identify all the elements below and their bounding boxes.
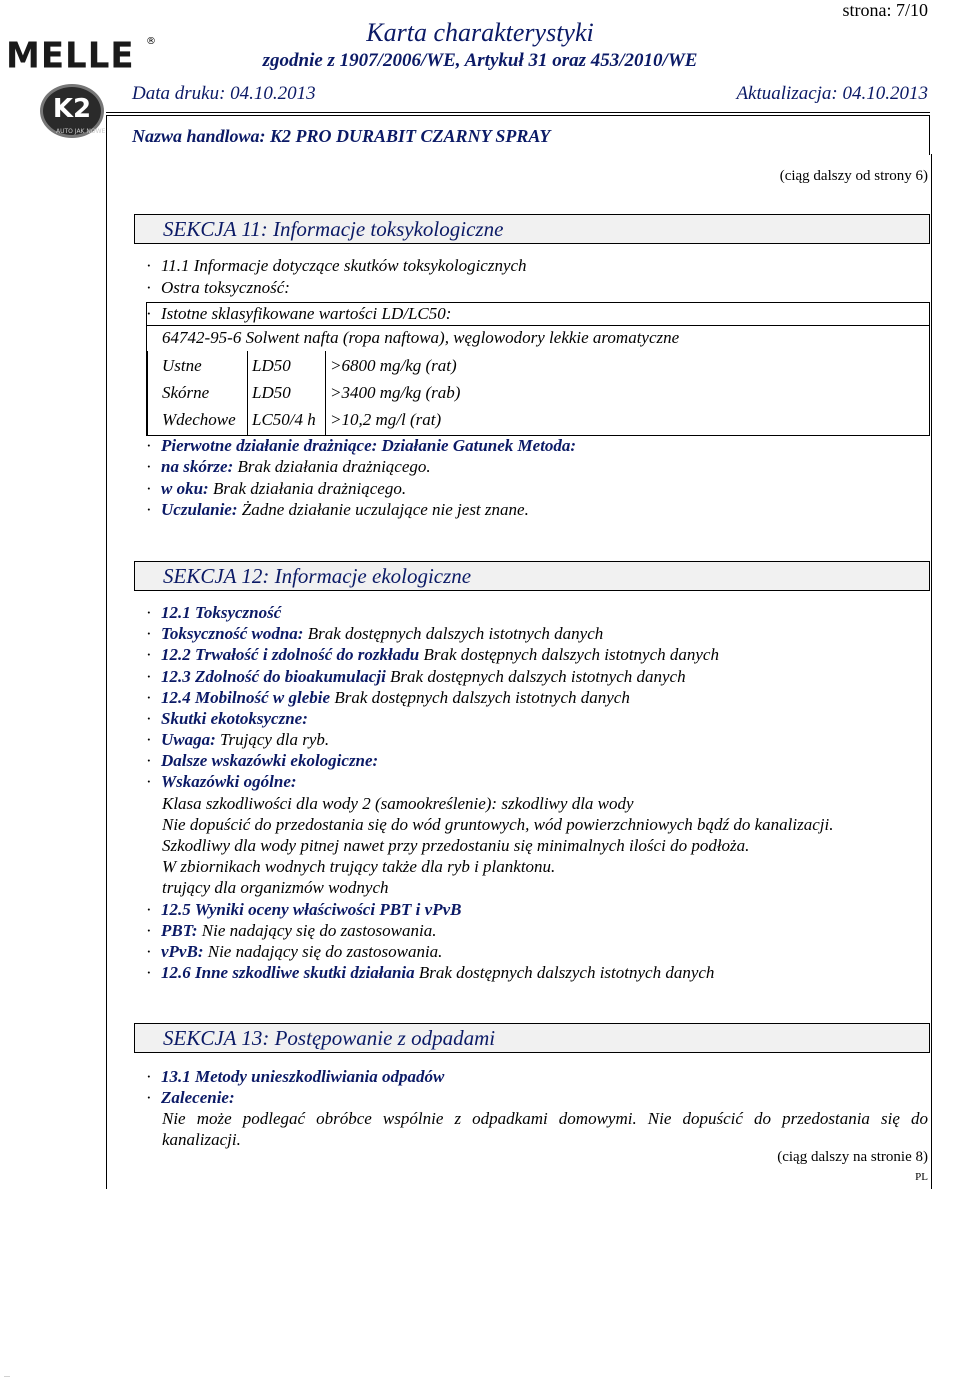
s12-guidance-2: Nie dopuścić do przedostania się do wód gruntowych, wód powierzchniowych bądź do kanalizacji.: [162, 815, 834, 834]
section-12-title: SEKCJA 12: Informacje ekologiczne: [163, 564, 472, 588]
s12-pbt: · PBT: Nie nadający się do zastosowania.: [146, 921, 437, 940]
ld50-divider: [147, 325, 929, 326]
section-11-header: [134, 214, 930, 244]
s12-line-11: · 12.6 Inne szkodliwe skutki działania Brak dostępnych dalszych istotnych danych: [146, 963, 715, 982]
s12-line-4: · 12.3 Zdolność do bioakumulacji Brak dostępnych dalszych istotnych danych: [146, 667, 686, 686]
s11-line-2: · Ostra toksyczność:: [146, 278, 290, 297]
s11-sensitization: · Uczulanie: Żadne działanie uczulające nie jest znane.: [146, 500, 529, 519]
s12-line-5: · 12.4 Mobilność w glebie Brak dostępnych dalszych istotnych danych: [146, 688, 630, 707]
section-12-header: [134, 561, 930, 591]
s12-line-9: · Wskazówki ogólne:: [146, 772, 297, 791]
s13-text-2: kanalizacji.: [162, 1130, 241, 1149]
ld50-route: Ustne: [162, 356, 202, 375]
ld50-route: Wdechowe: [162, 410, 236, 429]
s12-vpvb: · vPvB: Nie nadający się do zastosowania.: [146, 942, 443, 961]
print-date: Data druku: 04.10.2013: [132, 83, 316, 104]
melle-logo: MELLE: [6, 35, 135, 77]
continued-from: (ciąg dalszy od strony 6): [779, 168, 928, 184]
footer-mark: ...: [4, 1370, 10, 1379]
section-11-title: SEKCJA 11: Informacje toksykologiczne: [163, 217, 504, 241]
ld50-value: >3400 mg/kg (rab): [330, 383, 461, 402]
ld50-value: >10,2 mg/l (rat): [330, 410, 442, 429]
page-number: strona: 7/10: [842, 0, 928, 20]
s12-line-7: · Uwaga: Trujący dla ryb.: [146, 730, 330, 749]
s13-line-2: · Zalecenie:: [146, 1088, 235, 1107]
ld50-col-line-2: [325, 351, 326, 435]
s11-eye: · w oku: Brak działania drażniącego.: [146, 479, 407, 498]
trade-name: Nazwa handlowa: K2 PRO DURABIT CZARNY SPRAY: [132, 126, 551, 146]
section-13-title: SEKCJA 13: Postępowanie z odpadami: [163, 1026, 496, 1050]
document-title: Karta charakterystyki: [366, 18, 594, 47]
s12-guidance-5: trujący dla organizmów wodnych: [162, 878, 389, 897]
ld50-value: >6800 mg/kg (rat): [330, 356, 457, 375]
s11-line-3: · Istotne sklasyfikowane wartości LD/LC50:: [146, 304, 452, 323]
ld50-type: LD50: [252, 356, 291, 375]
ld50-col-line-1: [247, 351, 248, 435]
s12-guidance-3: Szkodliwy dla wody pitnej nawet przy przedostaniu się minimalnych ilości do podłoża.: [162, 836, 750, 855]
section-13-header: [134, 1023, 930, 1053]
ld50-col-line-0: [147, 351, 148, 435]
s11-line-1: · 11.1 Informacje dotyczące skutków toksykologicznych: [146, 256, 527, 275]
k2-logo-tagline: AUTO JAK NOWE: [56, 128, 106, 135]
substance-name: 64742-95-6 Solwent nafta (ropa naftowa), węglowodory lekkie aromatyczne: [162, 328, 680, 347]
ld50-type: LD50: [252, 383, 291, 402]
s12-line-3: · 12.2 Trwałość i zdolność do rozkładu Brak dostępnych dalszych istotnych danych: [146, 645, 719, 664]
s12-line-6: · Skutki ekotoksyczne:: [146, 709, 308, 728]
s12-guidance-1: Klasa szkodliwości dla wody 2 (samookreślenie): szkodliwy dla wody: [162, 794, 634, 813]
registered-mark: ®: [146, 36, 156, 47]
s12-line-10: · 12.5 Wyniki oceny właściwości PBT i vPvB: [146, 900, 462, 919]
s11-irritation: · Pierwotne działanie drażniące: Działanie Gatunek Metoda:: [146, 436, 577, 455]
document-subtitle: zgodnie z 1907/2006/WE, Artykuł 31 oraz 453/2010/WE: [262, 50, 698, 71]
continued-to: (ciąg dalszy na stronie 8): [777, 1149, 928, 1165]
s12-line-8: · Dalsze wskazówki ekologiczne:: [146, 751, 379, 770]
language-code: PL: [915, 1171, 928, 1183]
s12-line-2: · Toksyczność wodna: Brak dostępnych dalszych istotnych danych: [146, 624, 604, 643]
header-rule: [106, 112, 930, 113]
k2-logo: K2: [40, 84, 104, 138]
ld50-route: Skórne: [162, 383, 210, 402]
ld50-type: LC50/4 h: [252, 410, 316, 429]
update-date: Aktualizacja: 04.10.2013: [736, 83, 928, 104]
s13-line-1: · 13.1 Metody unieszkodliwiania odpadów: [146, 1067, 445, 1086]
s12-guidance-4: W zbiornikach wodnych trujący także dla ryb i planktonu.: [162, 857, 556, 876]
s11-skin: · na skórze: Brak działania drażniącego.: [146, 457, 431, 476]
s13-text-1: Nie może podlegać obróbce wspólnie z odpadkami domowymi. Nie dopuścić do przedostania się do: [162, 1109, 928, 1128]
s12-line-1: · 12.1 Toksyczność: [146, 603, 282, 622]
